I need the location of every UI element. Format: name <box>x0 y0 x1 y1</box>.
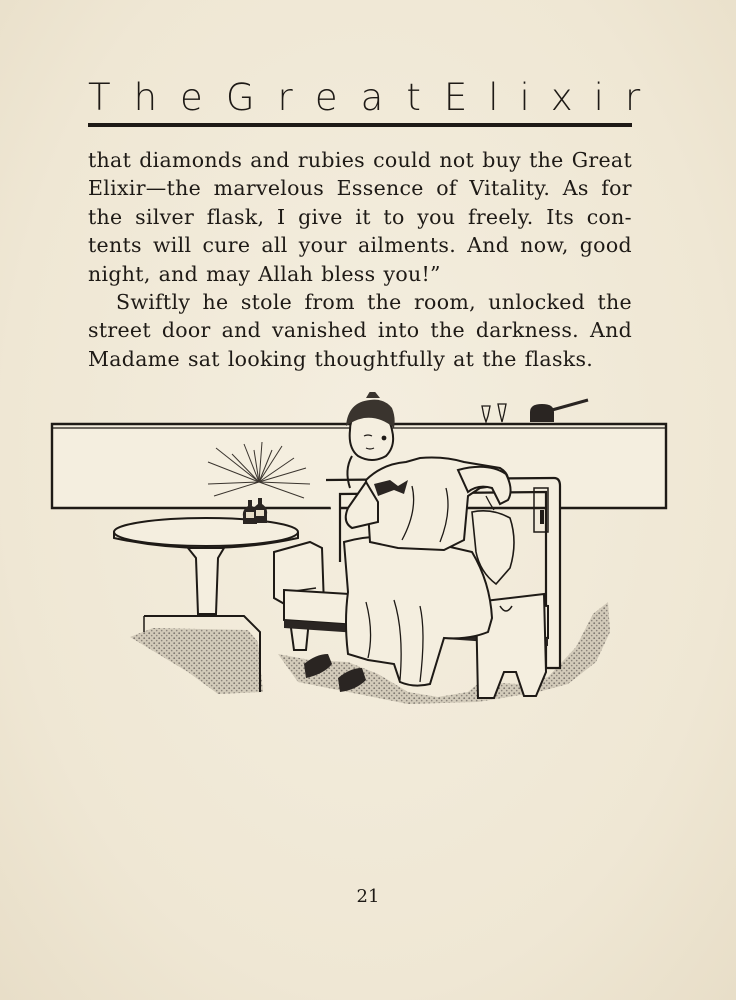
word: for <box>601 176 632 201</box>
text-line <box>88 288 632 316</box>
text-line <box>88 316 632 344</box>
word: As <box>562 176 589 201</box>
word: could <box>373 148 432 172</box>
word: Madame <box>88 346 180 371</box>
word: stole <box>240 289 293 314</box>
word: vanished <box>272 318 367 343</box>
word: freely. <box>467 204 534 229</box>
word: the <box>529 148 564 172</box>
word: the <box>367 289 402 314</box>
word: the <box>482 346 517 371</box>
word: rubies <box>297 148 365 172</box>
word: marvelous <box>213 176 325 201</box>
word: buy <box>482 148 522 172</box>
running-head-word-3: Elixir <box>443 76 662 119</box>
word: bless <box>321 261 376 286</box>
word: your <box>298 233 347 258</box>
word: And <box>467 233 510 258</box>
word: Its <box>546 204 575 229</box>
word: thoughtfully <box>314 346 446 371</box>
word: from <box>304 289 355 314</box>
word: street <box>88 318 151 343</box>
word: Great <box>571 148 632 172</box>
paragraph-2 <box>88 288 632 373</box>
word: good <box>579 233 632 258</box>
word: unlocked <box>488 289 586 314</box>
text-line <box>88 231 632 259</box>
word: the <box>597 289 632 314</box>
word: the <box>88 204 123 229</box>
word: not <box>439 148 475 172</box>
word: it <box>355 204 371 229</box>
text-line <box>88 260 632 288</box>
word: you!” <box>383 261 441 286</box>
word: Vitality. <box>469 176 551 201</box>
word: door <box>161 318 211 343</box>
word: flasks. <box>524 346 594 371</box>
word: into <box>377 318 420 343</box>
word: all <box>261 233 288 258</box>
word: I <box>277 204 286 229</box>
page-number: 21 <box>356 886 380 907</box>
word: and <box>158 261 199 286</box>
word: Allah <box>258 261 314 286</box>
word: Essence <box>336 176 424 201</box>
word: tents <box>88 233 142 258</box>
word: you <box>417 204 456 229</box>
body-text <box>88 146 632 373</box>
word: cure <box>202 233 251 258</box>
word: night, <box>88 261 151 286</box>
word: and <box>221 318 262 343</box>
word: to <box>383 204 405 229</box>
word: will <box>152 233 192 258</box>
text-line <box>88 174 632 202</box>
word: con- <box>586 204 632 229</box>
word: diamonds <box>139 148 243 172</box>
word: now, <box>520 233 569 258</box>
paragraph-1 <box>88 146 632 288</box>
word: at <box>453 346 475 371</box>
word: ailments. <box>357 233 457 258</box>
word: and <box>250 148 290 172</box>
word: Elixir—the <box>88 176 202 201</box>
word: Swiftly <box>116 289 191 314</box>
word: the <box>430 318 465 343</box>
word: And <box>589 318 632 343</box>
word: silver <box>135 204 195 229</box>
text-line <box>88 203 632 231</box>
running-head <box>88 74 662 122</box>
word: sat <box>187 346 220 371</box>
word: of <box>436 176 457 201</box>
text-line <box>88 146 632 174</box>
running-head-word-2: Great <box>225 76 444 119</box>
word: room, <box>413 289 476 314</box>
word: that <box>88 148 132 172</box>
word: he <box>202 289 229 314</box>
word: may <box>206 261 251 286</box>
word: looking <box>227 346 307 371</box>
header-rule <box>88 123 632 127</box>
illustration <box>48 392 672 712</box>
running-head-word-1: The <box>88 76 226 119</box>
text-line <box>88 345 632 373</box>
word: give <box>298 204 343 229</box>
word: darkness. <box>475 318 580 343</box>
word: flask, <box>206 204 265 229</box>
